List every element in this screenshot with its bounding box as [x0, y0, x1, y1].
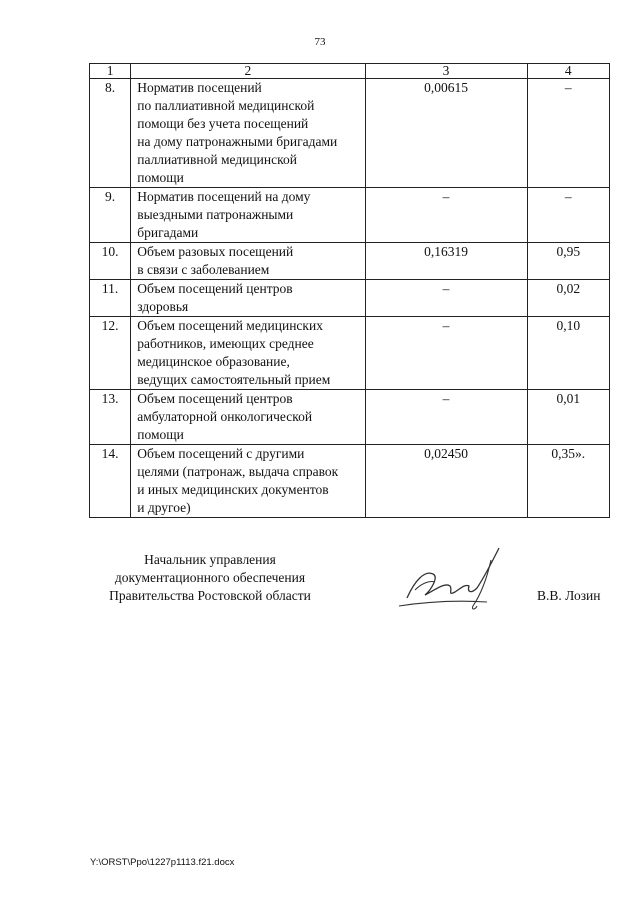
indicator-name-line: медицинское образование,: [137, 354, 290, 369]
value-col4: –: [527, 188, 610, 243]
value-col4: 0,35».: [527, 445, 610, 518]
row-number: 8.: [90, 79, 131, 188]
indicator-name-line: по паллиативной медицинской: [137, 98, 315, 113]
indicator-name-line: Объем разовых посещений: [137, 244, 294, 259]
indicator-name-line: и другое): [137, 500, 191, 515]
value-col3: 0,16319: [365, 243, 527, 280]
indicator-name-line: помощи: [137, 427, 184, 442]
indicator-name: [131, 243, 365, 280]
value-col3: –: [365, 317, 527, 390]
value-col3: –: [365, 188, 527, 243]
indicator-name-line: Норматив посещений на дому: [137, 189, 311, 204]
norms-table: [89, 63, 610, 518]
indicator-name-line: паллиативной медицинской: [137, 152, 297, 167]
signatory-title: [90, 551, 330, 605]
table-row: [90, 280, 610, 317]
indicator-name-line: помощи: [137, 170, 184, 185]
indicator-name-line: ведущих самостоятельный прием: [137, 372, 331, 387]
indicator-name: [131, 390, 365, 445]
table-row: [90, 317, 610, 390]
indicator-name: [131, 188, 365, 243]
indicator-name-line: Объем посещений медицинских: [137, 318, 323, 333]
indicator-name: [131, 317, 365, 390]
indicator-name-line: и иных медицинских документов: [137, 482, 329, 497]
row-number: 13.: [90, 390, 131, 445]
indicator-name-line: Норматив посещений: [137, 80, 262, 95]
value-col3: 0,00615: [365, 79, 527, 188]
column-header: 2: [131, 64, 365, 79]
indicator-name: [131, 445, 365, 518]
column-header: 3: [365, 64, 527, 79]
value-col3: 0,02450: [365, 445, 527, 518]
row-number: 9.: [90, 188, 131, 243]
indicator-name-line: выездными патронажными: [137, 207, 294, 222]
indicator-name-line: помощи без учета посещений: [137, 116, 309, 131]
file-path: Y:\ORST\Ppo\1227p1113.f21.docx: [90, 857, 235, 868]
column-header: 1: [90, 64, 131, 79]
row-number: 14.: [90, 445, 131, 518]
indicator-name: [131, 280, 365, 317]
table-row: [90, 243, 610, 280]
value-col3: –: [365, 280, 527, 317]
handwritten-signature: [395, 540, 505, 620]
value-col4: 0,10: [527, 317, 610, 390]
table-row: [90, 445, 610, 518]
value-col3: –: [365, 390, 527, 445]
table-row: [90, 188, 610, 243]
value-col4: –: [527, 79, 610, 188]
page-number: 73: [314, 36, 326, 48]
row-number: 11.: [90, 280, 131, 317]
signatory-name: В.В. Лозин: [537, 588, 601, 603]
value-col4: 0,95: [527, 243, 610, 280]
indicator-name-line: в связи с заболеванием: [137, 262, 270, 277]
indicator-name-line: Объем посещений центров: [137, 281, 293, 296]
indicator-name: [131, 79, 365, 188]
value-col4: 0,01: [527, 390, 610, 445]
value-col4: 0,02: [527, 280, 610, 317]
indicator-name-line: на дому патронажными бригадами: [137, 134, 338, 149]
signatory-title-line: Правительства Ростовской области: [109, 588, 311, 603]
column-header: 4: [527, 64, 610, 79]
indicator-name-line: целями (патронаж, выдача справок: [137, 464, 339, 479]
indicator-name-line: здоровья: [137, 299, 189, 314]
indicator-name-line: бригадами: [137, 225, 199, 240]
row-number: 12.: [90, 317, 131, 390]
indicator-name-line: работников, имеющих среднее: [137, 336, 314, 351]
indicator-name-line: Объем посещений с другими: [137, 446, 305, 461]
table-row: [90, 390, 610, 445]
table-row: [90, 79, 610, 188]
table-header-row: [90, 64, 610, 79]
indicator-name-line: амбулаторной онкологической: [137, 409, 313, 424]
indicator-name-line: Объем посещений центров: [137, 391, 293, 406]
signatory-title-line: документационного обеспечения: [114, 570, 306, 585]
signatory-title-line: Начальник управления: [144, 552, 276, 567]
row-number: 10.: [90, 243, 131, 280]
